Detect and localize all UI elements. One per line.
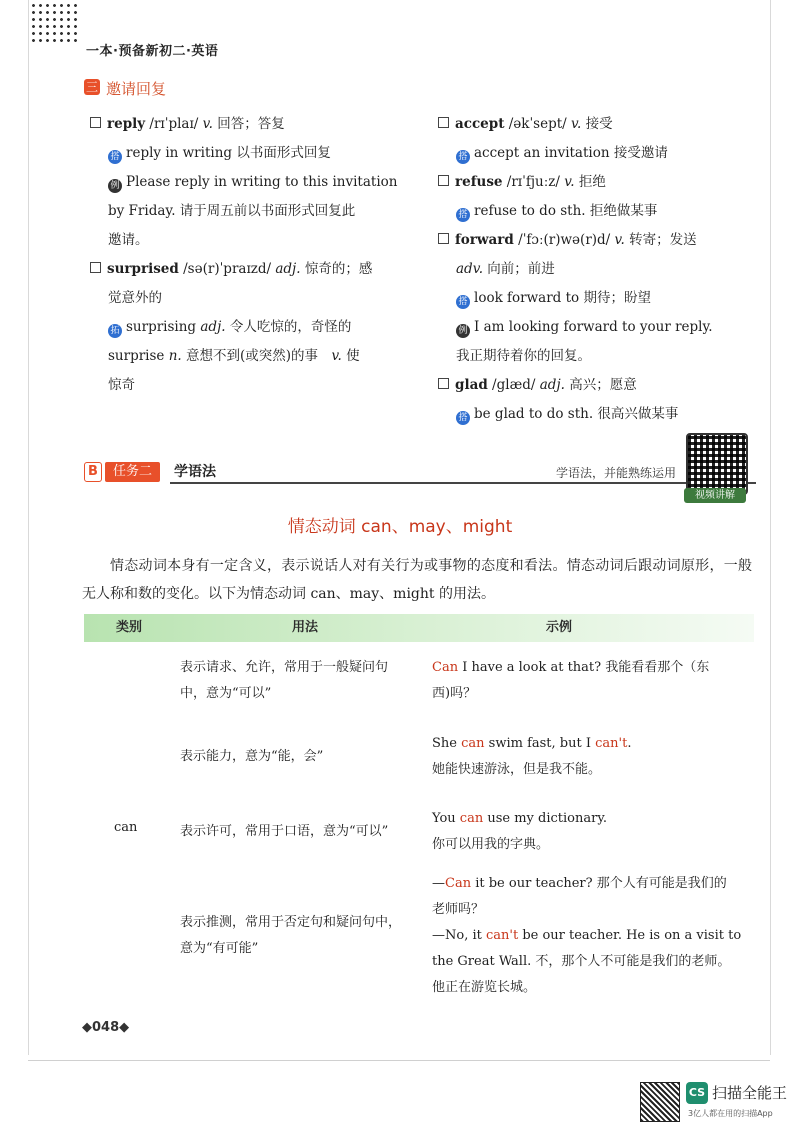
collocation-icon: 搭 (108, 150, 122, 164)
extension-word: surprising (126, 319, 201, 335)
example-line (432, 897, 752, 923)
scanner-logo-icon: CS (686, 1082, 708, 1104)
vocab-entry-accept (438, 110, 748, 139)
modal-verb-highlight: can (459, 811, 484, 826)
extension-icon: 拓 (108, 324, 122, 338)
scanner-app-name: 扫描全能王 (712, 1084, 788, 1102)
collocation-icon: 搭 (456, 411, 470, 425)
example-text: She (432, 736, 462, 751)
part-of-speech: v. (614, 232, 625, 248)
table-example (432, 806, 752, 858)
example-line (432, 681, 752, 707)
example-text: 老师吗？ (432, 902, 485, 917)
example-line (432, 806, 752, 832)
collocation-line (438, 400, 748, 429)
vocab-entry-reply (90, 110, 390, 139)
usage-line: 表示能力，意为“能，会” (180, 749, 324, 764)
example-text: swim fast, but I (484, 736, 596, 751)
task-tab: 任务二 (105, 462, 160, 482)
usage-line: 表示推测，常用于否定句和疑问句中， (180, 915, 402, 930)
part-of-speech: v. (202, 116, 213, 132)
phonetic: /sə(r)ˈpraɪzd/ (178, 261, 276, 277)
usage-line: 意为“有可能” (180, 941, 259, 956)
extension-word: surprise (108, 348, 169, 364)
video-qr-code-icon[interactable] (686, 433, 748, 495)
table-usage (180, 910, 420, 962)
example-line (432, 871, 752, 897)
meaning: 回答；答复 (212, 116, 285, 132)
example-line (432, 975, 752, 1001)
modal-verb-highlight: can't (485, 928, 519, 943)
collocation-line (438, 197, 748, 226)
checkbox-icon[interactable] (90, 262, 101, 273)
grammar-title: 情态动词 can、may、might (287, 517, 513, 537)
collocation-text: reply in writing 以书面形式回复 (126, 145, 331, 161)
section-title: 邀请回复 (106, 80, 167, 98)
vocab-word: surprised (107, 261, 179, 277)
extension-line: 惊奇 (108, 377, 135, 393)
collocation-icon: 搭 (456, 150, 470, 164)
checkbox-icon[interactable] (438, 378, 449, 389)
part-of-speech: v. (564, 174, 575, 190)
usage-line: 中，意为“可以” (180, 686, 272, 701)
modal-verb-highlight: Can (445, 876, 472, 891)
vocab-word: accept (455, 116, 505, 132)
checkbox-icon[interactable] (438, 233, 449, 244)
part-of-speech: n. (168, 348, 182, 364)
phonetic: /əkˈsept/ (504, 116, 571, 132)
collocation-text: look forward to 期待；盼望 (474, 290, 651, 306)
scanner-slogan: 3亿人都在用的扫描App (688, 1109, 773, 1118)
vocab-entry-glad (438, 371, 748, 400)
example-text: —No, it (432, 928, 486, 943)
phonetic: /rɪˈfjuːz/ (502, 174, 565, 190)
column-header: 类别 (116, 620, 143, 635)
video-label[interactable]: 视频讲解 (684, 488, 746, 503)
part-of-speech: adj. (275, 261, 301, 277)
example-text: 西)吗？ (432, 686, 477, 701)
collocation-icon: 搭 (456, 295, 470, 309)
running-header: 一本·预备新初二·英语 (86, 44, 219, 59)
example-line (432, 655, 752, 681)
phonetic: /rɪˈplaɪ/ (145, 116, 203, 132)
table-example (432, 731, 752, 783)
usage-line: 表示许可，常用于口语，意为“可以” (180, 824, 389, 839)
vocab-entry-forward (438, 226, 748, 255)
task-header (84, 461, 750, 483)
vocab-column-right (438, 110, 748, 429)
example-text: use my dictionary. (483, 811, 608, 826)
section-number-icon: 三 (85, 80, 98, 94)
part-of-speech: adj. (539, 377, 565, 393)
task-letter-badge: B (84, 462, 102, 482)
meaning: 拒绝 (574, 174, 606, 190)
example-text: I am looking forward to your reply. (474, 319, 713, 335)
extension-line (90, 313, 390, 342)
meaning-continued (438, 255, 748, 284)
vocab-word: forward (455, 232, 514, 248)
table-example (432, 655, 752, 707)
vocab-entry-refuse (438, 168, 748, 197)
example-text: Please reply in writing to this invitation (126, 174, 398, 190)
meaning: 接受 (581, 116, 613, 132)
usage-line: 表示请求、允许，常用于一般疑问句 (180, 660, 389, 675)
collocation-line (438, 139, 748, 168)
vocab-word: glad (455, 377, 488, 393)
decorative-dot-grid (30, 2, 80, 46)
example-icon: 例 (456, 324, 470, 338)
collocation-icon: 搭 (456, 208, 470, 222)
example-line: 邀请。 (108, 232, 149, 248)
collocation-line (90, 139, 390, 168)
column-header: 用法 (292, 620, 319, 635)
part-of-speech: adv. (456, 261, 484, 277)
task-note: 学语法，并能熟练运用 (555, 466, 676, 480)
vocab-word: reply (107, 116, 146, 132)
vocab-entry-surprised (90, 255, 390, 284)
extension-meaning: 意想不到(或突然)的事 (181, 348, 332, 364)
part-of-speech: adj. (200, 319, 226, 335)
collocation-text: be glad to do sth. 很高兴做某事 (474, 406, 679, 422)
page-bottom-line (28, 1060, 770, 1061)
example-line: 我正期待着你的回复。 (456, 348, 591, 364)
modal-verb-highlight: can (461, 736, 485, 751)
part-of-speech: v. (571, 116, 582, 132)
example-line: by Friday. 请于周五前以书面形式回复此 (108, 203, 356, 219)
phonetic: /ˈfɔː(r)wə(r)d/ (513, 232, 615, 248)
checkbox-icon[interactable] (90, 117, 101, 128)
scanner-qr-icon (640, 1082, 680, 1122)
example-line (90, 168, 398, 197)
task-title: 学语法 (174, 464, 216, 480)
collocation-text: accept an invitation 接受邀请 (474, 145, 668, 161)
column-header: 示例 (546, 620, 573, 635)
table-header (84, 614, 754, 642)
checkbox-icon[interactable] (438, 175, 449, 186)
example-icon: 例 (108, 179, 122, 193)
meaning-continued: 觉意外的 (108, 290, 162, 306)
modal-verb-highlight: can't (595, 736, 628, 751)
meaning: 转寄；发送 (624, 232, 697, 248)
checkbox-icon[interactable] (438, 117, 449, 128)
table-example (432, 871, 752, 1001)
meaning: 向前；前进 (483, 261, 555, 277)
example-line (432, 923, 752, 949)
example-text: . (627, 736, 632, 751)
meaning: 惊奇的；感 (300, 261, 373, 277)
example-text: be our teacher. He is on a visit to (518, 928, 742, 943)
collocation-text: refuse to do sth. 拒绝做某事 (474, 203, 658, 219)
example-text: — (432, 876, 445, 891)
collocation-line (438, 284, 748, 313)
extension-meaning: 令人吃惊的，奇怪的 (225, 319, 352, 335)
modal-verb-highlight: Can (432, 660, 459, 675)
example-line (432, 949, 752, 975)
example-text: 你可以用我的字典。 (432, 837, 550, 852)
page-number: ◆048◆ (82, 1020, 130, 1035)
example-text: You (432, 811, 460, 826)
meaning: 高兴；愿意 (564, 377, 637, 393)
example-text: I have a look at that? 我能看看那个（东 (458, 660, 710, 675)
example-line (438, 313, 748, 342)
table-usage (180, 819, 420, 845)
table-usage (180, 744, 420, 770)
table-usage (180, 655, 420, 707)
example-line (432, 757, 752, 783)
example-text: it be our teacher? 那个人有可能是我们的 (471, 876, 727, 891)
grammar-intro: 情态动词本身有一定含义，表示说话人对有关行为或事物的态度和看法。情态动词后跟动词原形，一般无人称和数的变化。以下为情态动词 can、may、might 的用法。 (82, 558, 752, 602)
example-text: 他正在游览长城。 (432, 980, 537, 995)
table-category: can (114, 820, 138, 835)
example-line (432, 832, 752, 858)
extension-meaning: 使 (341, 348, 360, 364)
example-text: the Great Wall. 不，那个人不可能是我们的老师。 (432, 954, 731, 969)
vocab-word: refuse (455, 174, 503, 190)
example-line (432, 731, 752, 757)
vocab-column-left (90, 110, 398, 400)
part-of-speech: v. (331, 348, 342, 364)
phonetic: /glæd/ (487, 377, 540, 393)
extension-line (90, 342, 390, 371)
example-text: 她能快速游泳，但是我不能。 (432, 762, 602, 777)
